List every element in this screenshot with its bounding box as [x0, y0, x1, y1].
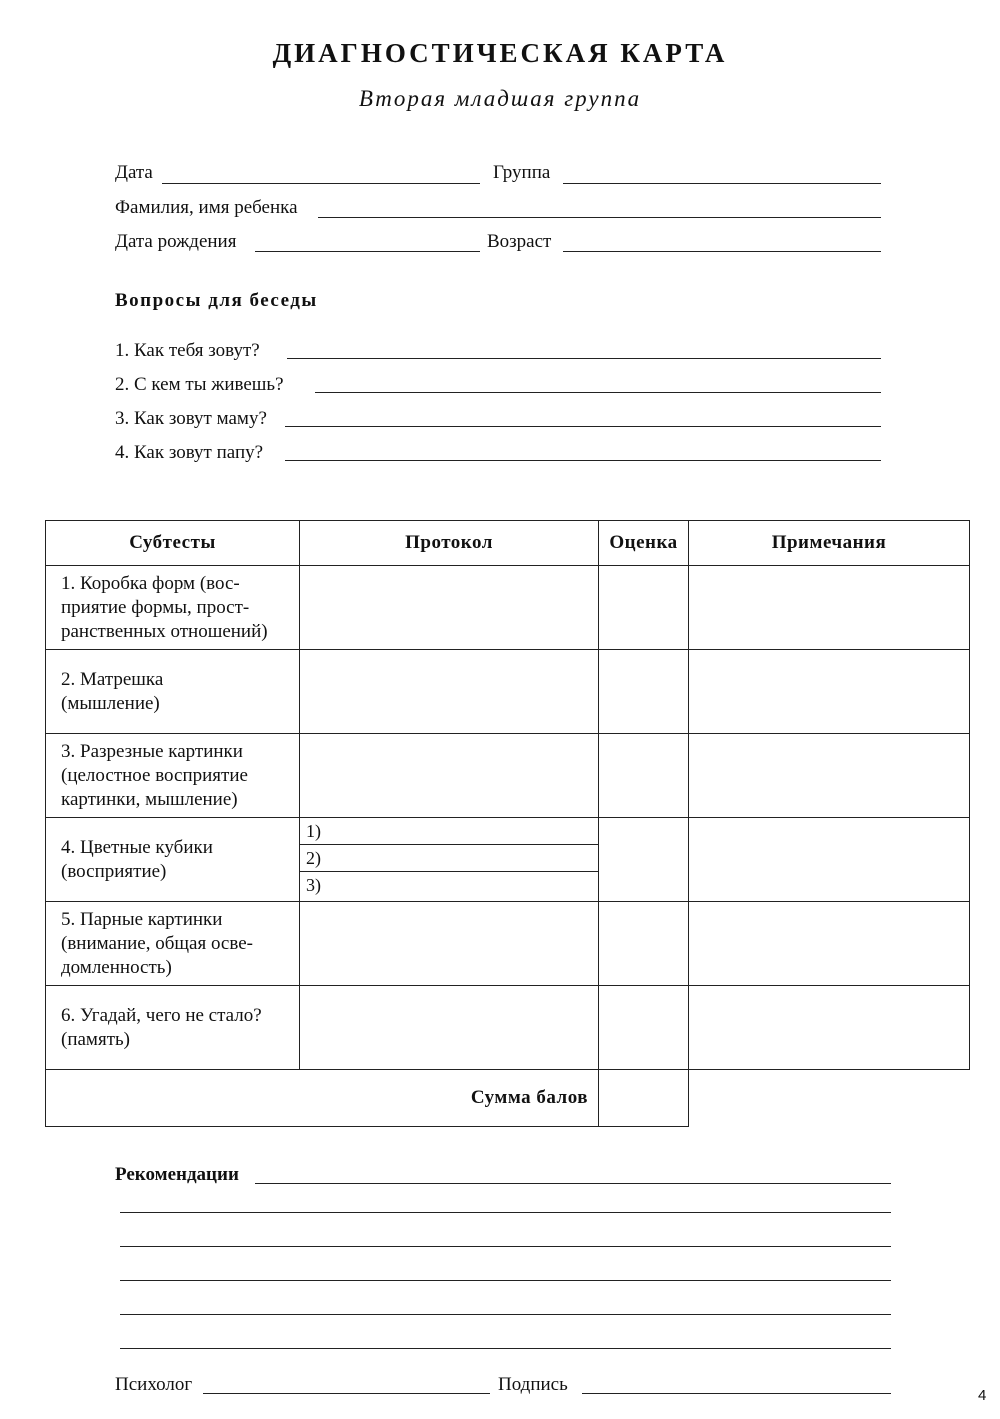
header-subtests: Субтесты — [46, 521, 300, 566]
notes-cell[interactable] — [689, 650, 970, 734]
page-subtitle: Вторая младшая группа — [358, 86, 642, 111]
score-cell[interactable] — [599, 986, 689, 1070]
subtest-5-line-1: 5. Парные картинки — [61, 908, 223, 930]
protocol-cell[interactable] — [300, 650, 599, 734]
notes-cell[interactable] — [689, 818, 970, 902]
age-field[interactable] — [563, 251, 881, 252]
table-row — [46, 566, 970, 650]
conversation-heading: Вопросы для беседы — [115, 290, 318, 311]
subtest-cell — [46, 734, 300, 818]
empty-cell — [689, 1070, 970, 1127]
answer-3-field[interactable] — [285, 426, 881, 427]
table-row — [46, 734, 970, 818]
table-row — [46, 650, 970, 734]
subtest-cell — [46, 818, 300, 902]
subtest-5-line-3: домленность) — [61, 956, 172, 978]
protocol-cell[interactable] — [300, 566, 599, 650]
notes-cell[interactable] — [689, 986, 970, 1070]
score-cell[interactable] — [599, 902, 689, 986]
protocol-cell[interactable] — [300, 986, 599, 1070]
child-name-label: Фамилия, имя ребенка — [115, 197, 298, 218]
group-field[interactable] — [563, 183, 881, 184]
score-cell[interactable] — [599, 650, 689, 734]
subtests-table — [45, 520, 970, 1127]
table-row — [46, 902, 970, 986]
protocol-item-3[interactable]: 3) — [306, 874, 321, 895]
notes-cell[interactable] — [689, 902, 970, 986]
subtest-2-line-1: 2. Матрешка — [61, 668, 164, 690]
question-3: 3. Как зовут маму? — [115, 408, 267, 429]
table-row — [46, 986, 970, 1070]
subtest-6-line-1: 6. Угадай, чего не стало? — [61, 1004, 262, 1026]
table-row — [46, 818, 970, 902]
page-title: ДИАГНОСТИЧЕСКАЯ КАРТА — [272, 38, 728, 68]
protocol-cell[interactable] — [300, 734, 599, 818]
protocol-cell[interactable] — [300, 902, 599, 986]
sum-row — [46, 1070, 970, 1127]
recommendations-line-5[interactable] — [120, 1314, 891, 1315]
question-4: 4. Как зовут папу? — [115, 442, 264, 463]
protocol-item-2[interactable]: 2) — [300, 845, 598, 872]
signature-field[interactable] — [582, 1393, 891, 1394]
subtest-cell — [46, 650, 300, 734]
psychologist-label: Психолог — [115, 1374, 193, 1395]
protocol-cell — [300, 818, 599, 902]
subtest-1-line-1: 1. Коробка форм (вос- — [61, 572, 240, 594]
sum-score-cell[interactable] — [599, 1070, 689, 1127]
signature-label: Подпись — [498, 1374, 568, 1395]
score-cell[interactable] — [599, 734, 689, 818]
recommendations-line-3[interactable] — [120, 1246, 891, 1247]
recommendations-line-6[interactable] — [120, 1348, 891, 1349]
header-score: Оценка — [599, 521, 689, 566]
score-cell[interactable] — [599, 818, 689, 902]
header-protocol: Протокол — [300, 521, 599, 566]
psychologist-field[interactable] — [203, 1393, 490, 1394]
subtest-cell — [46, 566, 300, 650]
header-notes: Примечания — [689, 521, 970, 566]
recommendations-line-4[interactable] — [120, 1280, 891, 1281]
score-cell[interactable] — [599, 566, 689, 650]
group-label: Группа — [493, 162, 551, 183]
subtest-3-line-1: 3. Разрезные картинки — [61, 740, 243, 762]
question-1: 1. Как тебя зовут? — [115, 340, 260, 361]
subtest-1-line-3: ранственных отношений) — [61, 620, 268, 642]
subtest-cell — [46, 902, 300, 986]
subtest-1-line-2: приятие формы, прост- — [61, 596, 250, 618]
table-header-row — [46, 521, 970, 566]
question-2: 2. С кем ты живешь? — [115, 374, 284, 395]
answer-1-field[interactable] — [287, 358, 881, 359]
recommendations-line-2[interactable] — [120, 1212, 891, 1213]
recommendations-line-1[interactable] — [255, 1183, 891, 1184]
notes-cell[interactable] — [689, 566, 970, 650]
subtest-cell — [46, 986, 300, 1070]
age-label: Возраст — [487, 231, 552, 252]
subtest-4-line-1: 4. Цветные кубики — [61, 836, 213, 858]
answer-2-field[interactable] — [315, 392, 881, 393]
child-name-field[interactable] — [318, 217, 881, 218]
protocol-subitems — [300, 818, 598, 898]
subtest-3-line-3: картинки, мышление) — [61, 788, 238, 810]
subtest-6-line-2: (память) — [61, 1028, 130, 1050]
answer-4-field[interactable] — [285, 460, 881, 461]
sum-label: Сумма балов — [46, 1070, 599, 1127]
subtest-4-line-2: (восприятие) — [61, 860, 167, 882]
recommendations-label: Рекомендации — [115, 1164, 239, 1185]
birth-date-label: Дата рождения — [115, 231, 237, 252]
date-label: Дата — [115, 162, 153, 183]
subtest-2-line-2: (мышление) — [61, 692, 160, 714]
protocol-item-1[interactable]: 1) — [300, 818, 598, 845]
page-number: 4 — [978, 1387, 987, 1404]
birth-date-field[interactable] — [255, 251, 480, 252]
subtest-5-line-2: (внимание, общая осве- — [61, 932, 253, 954]
notes-cell[interactable] — [689, 734, 970, 818]
subtest-3-line-2: (целостное восприятие — [61, 764, 248, 786]
date-field[interactable] — [162, 183, 480, 184]
